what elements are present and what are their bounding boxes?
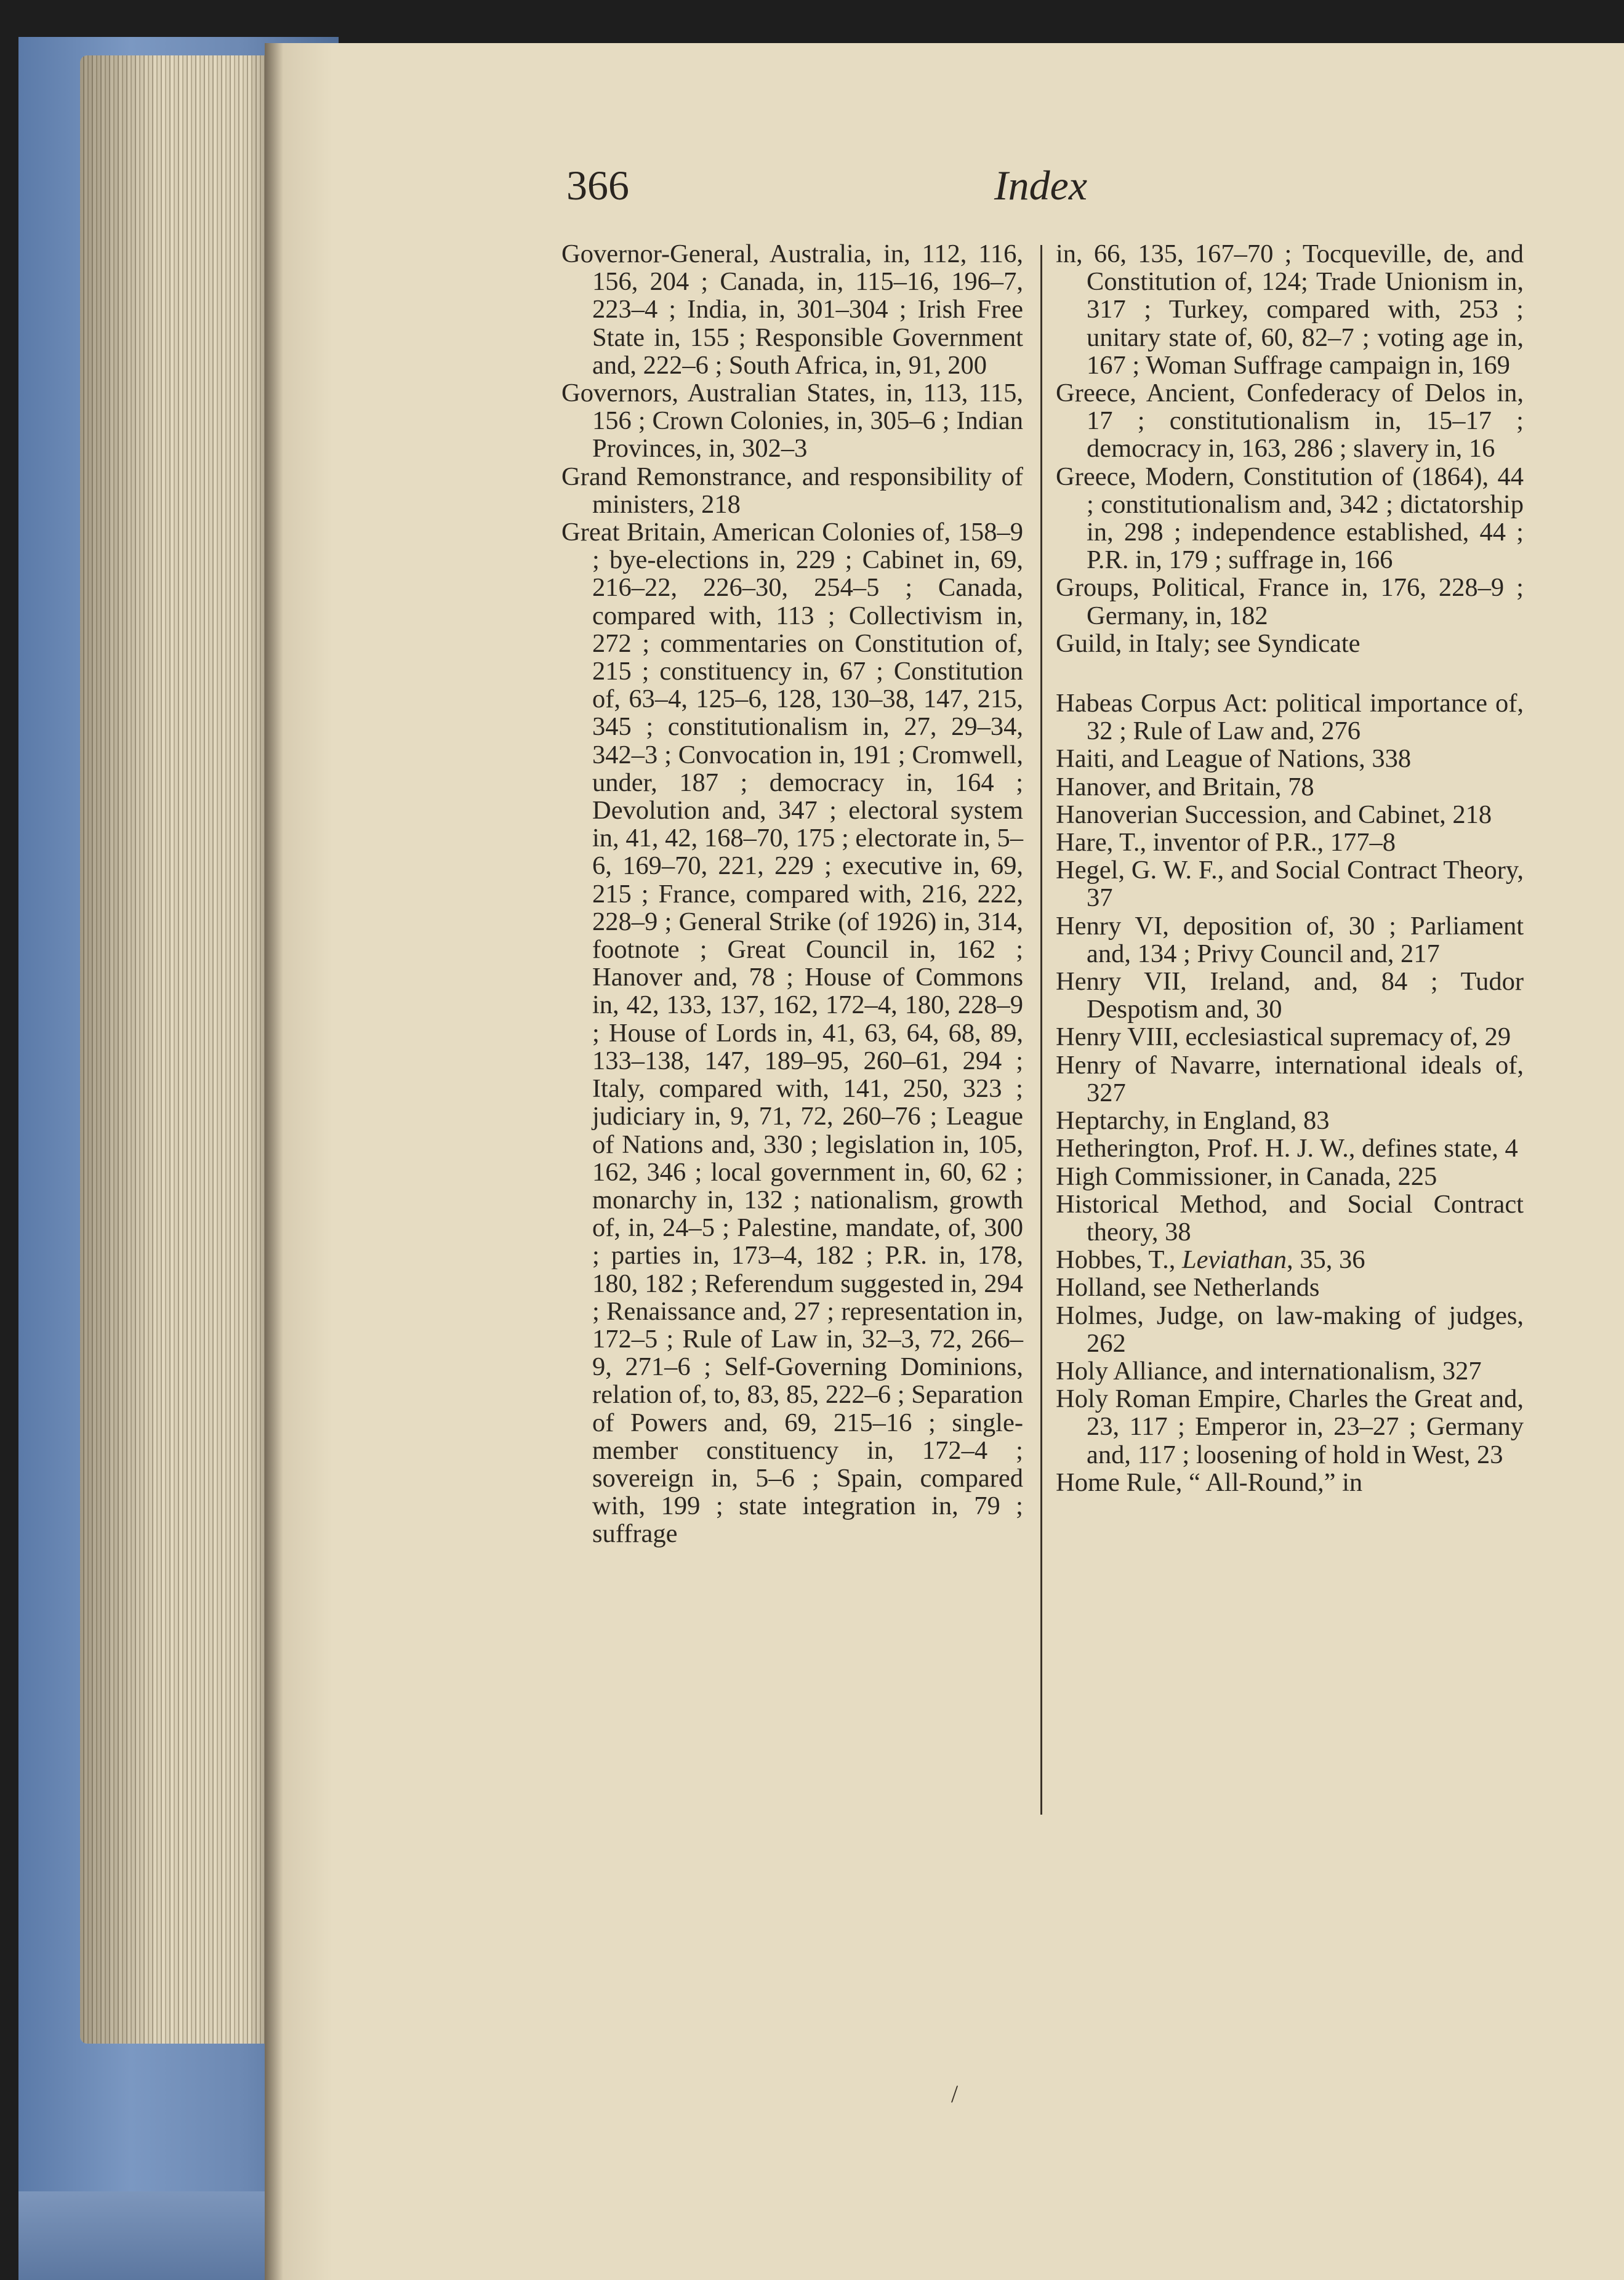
index-entry: Hetherington, Prof. H. J. W., defines state, 4 [1056,1134,1518,1163]
stray-pencil-mark: / [951,2080,959,2108]
page-edges-shade [80,55,277,2044]
index-entry: Greece, Ancient, Confederacy of Delos in, 17 ; constitutionalism in, 15–17 ; democracy in, 163, 286 ; slavery in, 16 [1056,379,1524,464]
index-entry: Guild, in Italy; see Syndicate [1056,628,1361,658]
index-entry: Holy Alliance, and internationalism, 327 [1056,1356,1482,1386]
index-entry: Heptarchy, in England, 83 [1056,1106,1330,1136]
index-entry: Hanover, and Britain, 78 [1056,772,1314,801]
index-entry: Haiti, and League of Nations, 338 [1056,744,1412,774]
index-entry-hobbes [1056,1246,1524,1274]
index-entry: Holmes, Judge, on law-making of judges, 262 [1056,1301,1524,1358]
index-entry: Groups, Political, France in, 176, 228–9 ; Germany, in, 182 [1056,573,1524,630]
column-divider [1040,245,1042,1815]
index-entry: in, 66, 135, 167–70 ; Tocqueville, de, and Constitution of, 124; Trade Unionism in, 317 ; Turkey, compared with, 253 ; unitary state of, 60, 82–7 ; voting age in, 167 ; Woman Suffrage campaign in, 169 [1056,239,1524,380]
index-column-right [1056,240,1524,1496]
index-entry: Holy Roman Empire, Charles the Great and, 23, 117 ; Emperor in, 23–27 ; Germany and, 117 ; loosening of hold in West, 23 [1056,1384,1524,1469]
book-title-leviathan: Leviathan [1182,1245,1287,1275]
index-entry: Grand Remonstrance, and responsibility of ministers, 218 [561,462,1023,519]
hobbes-prefix: Hobbes, T., [1056,1245,1183,1275]
gutter-shadow [265,43,283,2280]
index-entry: Home Rule, “ All-Round,” in [1056,1467,1363,1497]
index-entry: Henry VII, Ireland, and, 84 ; Tudor Despotism and, 30 [1056,967,1524,1024]
index-entry: Great Britain, American Colonies of, 158–9 ; bye-elections in, 229 ; Cabinet in, 69, 216–22, 226–30, 254–5 ; Canada, compared with, 113 ; Collectivism in, 272 ; commentaries on Constitution of, 215 ; constituency in, 67 ; Constitution of, 63–4, 125–6, 128, 130–38, 147, 215, 345 ; constitutionalism in, 27, 29–34, 342–3 ; Convocation in, 191 ; Cromwell, under, 187 ; democracy in, 164 ; Devolution and, 347 ; electoral system in, 41, 42, 168–70, 175 ; electorate in, 5–6, 169–70, 221, 229 ; executive in, 69, 215 ; France, compared with, 216, 222, 228–9 ; General Strike (of 1926) in, 314, footnote ; Great Council in, 162 ; Hanover and, 78 ; House of Commons in, 42, 133, 137, 162, 172–4, 180, 228–9 ; House of Lords in, 41, 63, 64, 68, 89, 133–138, 147, 189–95, 260–61, 294 ; Italy, compared with, 141, 250, 323 ; judiciary in, 9, 71, 72, 260–76 ; League of Nations and, 330 ; legislation in, 105, 162, 346 ; local government in, 60, 62 ; monarchy in, 132 ; nationalism, growth of, in, 24–5 ; Palestine, mandate, of, 300 ; parties in, 173–4, 182 ; P.R. in, 178, 180, 182 ; Referendum suggested in, 294 ; Renaissance and, 27 ; representation in, 172–5 ; Rule of Law in, 32–3, 72, 266–9, 271–6 ; Self-Governing Dominions, relation of, to, 83, 85, 222–6 ; Separation of Powers and, 69, 215–16 ; single-member constituency in, 172–4 ; sovereign in, 5–6 ; Spain, compared with, 199 ; state integration in, 79 ; suffrage [561,518,1023,1549]
index-entry: Greece, Modern, Constitution of (1864), 44 ; constitutionalism and, 342 ; dictatorship in, 298 ; independence established, 44 ; P.R. in, 179 ; suffrage in, 166 [1056,462,1524,575]
index-entry: High Commissioner, in Canada, 225 [1056,1162,1437,1191]
index-entry: Habeas Corpus Act: political importance of, 32 ; Rule of Law and, 276 [1056,689,1524,746]
page-number: 366 [566,162,629,209]
hobbes-suffix: , 35, 36 [1287,1245,1365,1275]
index-entry: Governors, Australian States, in, 113, 115, 156 ; Crown Colonies, in, 305–6 ; Indian Provinces, in, 302–3 [561,379,1023,464]
running-head: Index [994,162,1088,209]
index-entry: Henry VI, deposition of, 30 ; Parliament and, 134 ; Privy Council and, 217 [1056,911,1524,968]
index-entry: Holland, see Netherlands [1056,1273,1320,1303]
index-entry: Historical Method, and Social Contract theory, 38 [1056,1189,1524,1246]
index-column-left [561,240,1023,1548]
index-entry: Henry VIII, ecclesiastical supremacy of, 29 [1056,1022,1511,1052]
index-entry: Governor-General, Australia, in, 112, 116, 156, 204 ; Canada, in, 115–16, 196–7, 223–4 ; India, in, 301–304 ; Irish Free State in, 155 ; Responsible Government and, 222–6 ; South Africa, in, 91, 200 [561,239,1023,380]
index-entry: Hare, T., inventor of P.R., 177–8 [1056,828,1396,857]
index-entry: Hanoverian Succession, and Cabinet, 218 [1056,800,1492,829]
index-entry: Henry of Navarre, international ideals of, 327 [1056,1050,1524,1107]
index-entry: Hegel, G. W. F., and Social Contract Theory, 37 [1056,856,1524,913]
